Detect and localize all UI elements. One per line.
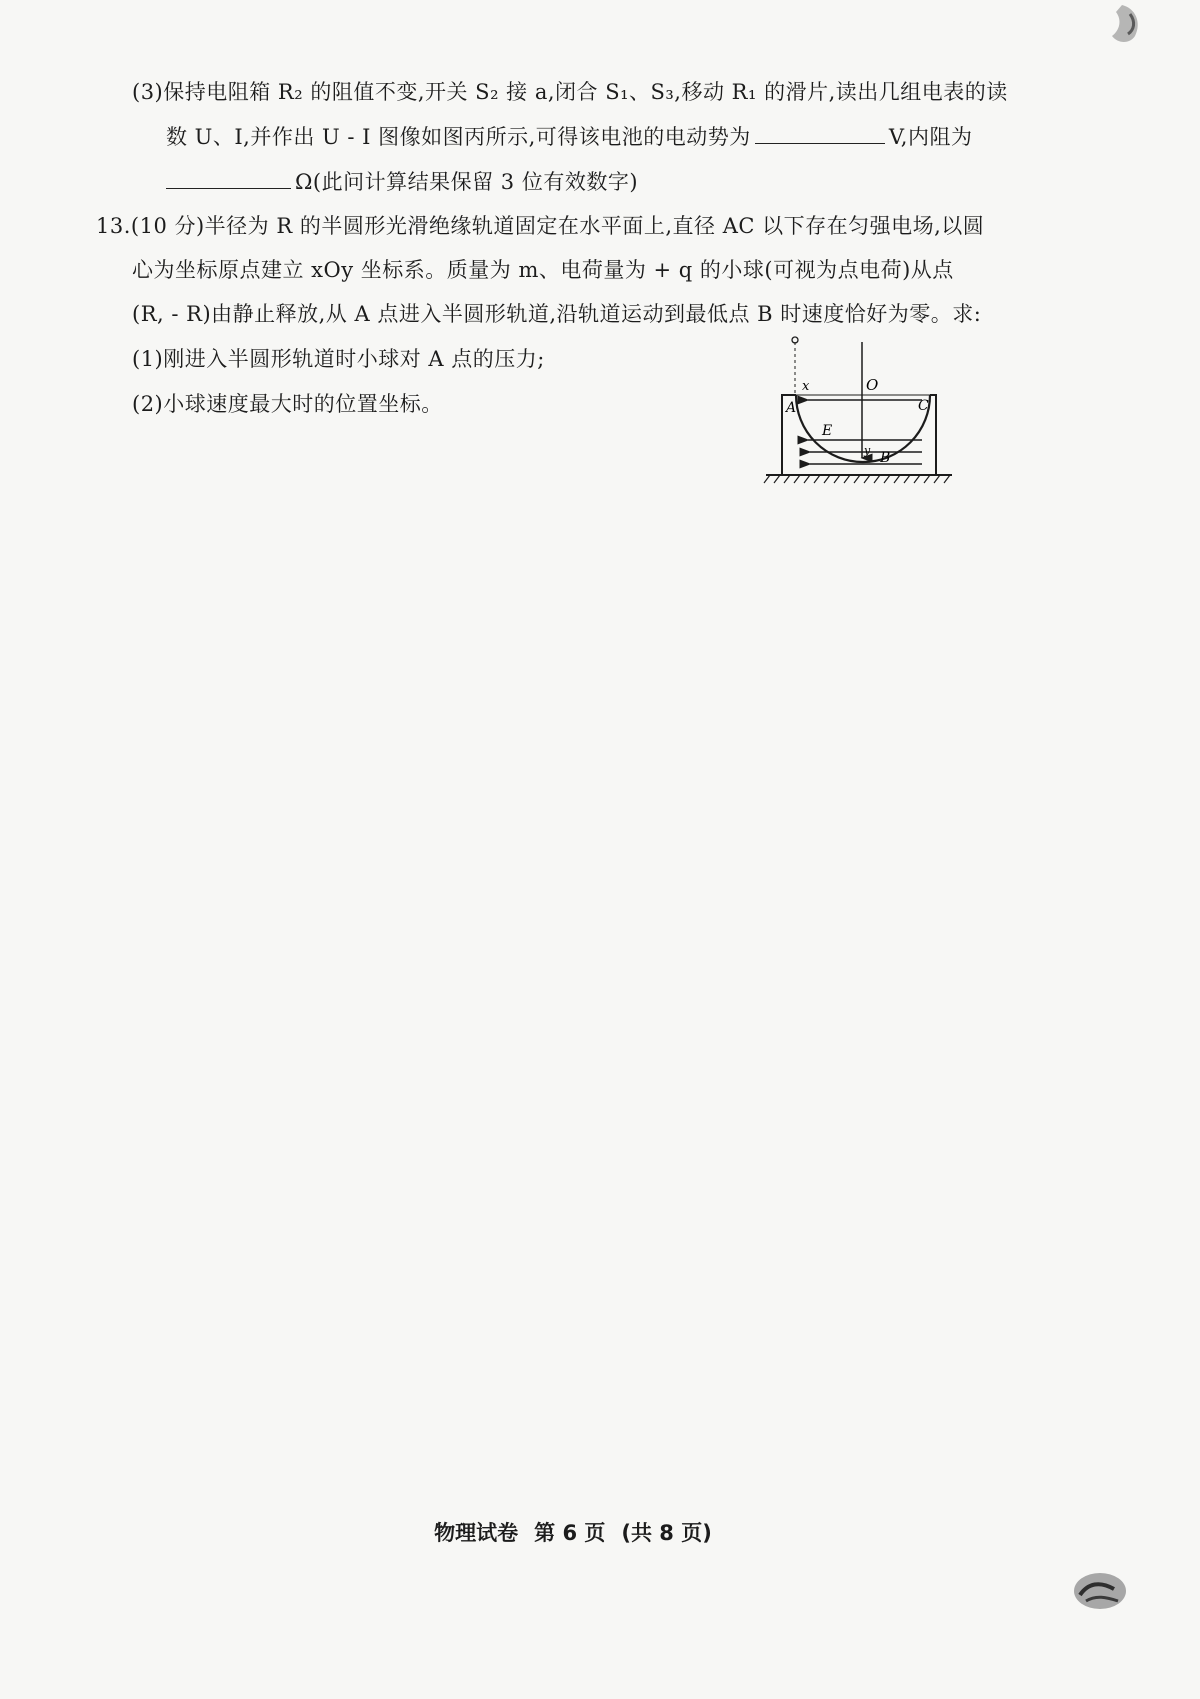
scan-smudge-top-right	[1100, 0, 1145, 50]
label-a: A	[786, 400, 797, 416]
q13-line-2: 心为坐标原点建立 xOy 坐标系。质量为 m、电荷量为 + q 的小球(可视为点电荷)从点	[132, 258, 954, 282]
label-o: O	[866, 376, 879, 394]
label-c: C	[918, 398, 929, 414]
part3-line-2-text: 数 U、I,并作出 U - I 图像如图丙所示,可得该电池的电动势为	[166, 125, 751, 149]
footer-page-number: 第 6 页	[534, 1521, 606, 1545]
label-b: B	[880, 450, 891, 466]
resistance-answer-blank[interactable]	[166, 170, 291, 189]
semicircle-track-figure	[760, 330, 960, 490]
track-frame	[782, 395, 936, 475]
footer-subject: 物理试卷	[434, 1521, 519, 1545]
label-x: x	[802, 379, 810, 394]
label-e: E	[822, 423, 833, 439]
page-footer	[0, 1517, 1146, 1547]
q13-line-1: 13.(10 分)半径为 R 的半圆形光滑绝缘轨道固定在水平面上,直径 AC 以下存在匀强电场,以圆	[96, 214, 985, 238]
part3-line-2-unit: V,内阻为	[888, 125, 973, 149]
part3-line-1: (3)保持电阻箱 R₂ 的阻值不变,开关 S₂ 接 a,闭合 S₁、S₃,移动 R₁ 的滑片,读出几组电表的读	[132, 80, 1008, 104]
ground-hatching	[764, 475, 952, 483]
q13-line-3: (R, - R)由静止释放,从 A 点进入半圆形轨道,沿轨道运动到最低点 B 时速度恰好为零。求:	[132, 302, 982, 326]
label-y: y	[864, 444, 871, 457]
q13-sub-question-2: (2)小球速度最大时的位置坐标。	[132, 392, 443, 416]
emf-answer-blank[interactable]	[755, 125, 885, 144]
scan-smudge-bottom-right	[1070, 1565, 1130, 1615]
part3-line-3	[166, 166, 638, 196]
footer-page-total: (共 8 页)	[621, 1521, 712, 1545]
part3-line-2	[166, 121, 972, 151]
part3-line-3-text: Ω(此问计算结果保留 3 位有效数字)	[295, 170, 639, 194]
q13-sub-question-1: (1)刚进入半圆形轨道时小球对 A 点的压力;	[132, 347, 545, 371]
